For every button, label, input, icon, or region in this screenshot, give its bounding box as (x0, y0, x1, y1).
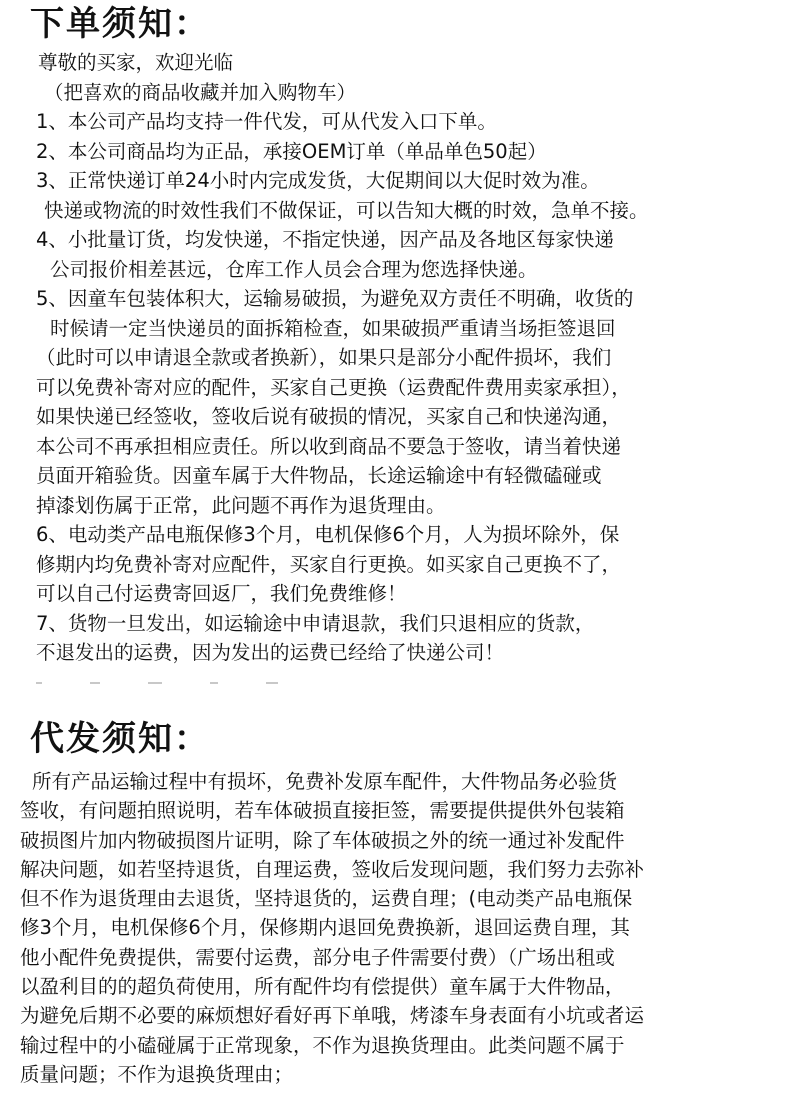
order-notice-line: （把喜欢的商品收藏并加入购物车） (44, 80, 357, 104)
order-notice-line: 可以自己付运费寄回返厂，我们免费维修！ (36, 582, 407, 605)
order-notice-line: 5、因童车包装体积大，运输易破损，为避免双方责任不明确，收货的 (36, 287, 634, 310)
dropship-notice-line: 所有产品运输过程中有损坏，免费补发原车配件，大件物品务必验货 (32, 770, 618, 793)
order-notice-line: 不退发出的运费，因为发出的运费已经给了快递公司！ (36, 641, 505, 664)
cropped-text-remnant (36, 682, 336, 692)
dropship-notice-line: 但不作为退货理由去退货，坚持退货的，运费自理；(电动类产品电瓶保 (20, 887, 633, 911)
order-notice-body (0, 48, 800, 668)
dropship-notice-heading: 代发须知： (30, 719, 210, 759)
order-notice-line: 7、货物一旦发出，如运输途中申请退款，我们只退相应的货款， (36, 611, 595, 635)
order-notice-line: 公司报价相差甚远，仓库工作人员会合理为您选择快递。 (50, 257, 538, 281)
dropship-notice-line: 破损图片加内物破损图片证明，除了车体破损之外的统一通过补发配件 (20, 828, 625, 852)
order-notice-line: 时候请一定当快递员的面拆箱检查，如果破损严重请当场拒签退回 (50, 316, 616, 340)
order-notice-line: 1、本公司产品均支持一件代发，可从代发入口下单。 (36, 110, 497, 133)
order-notice-line: 尊敬的买家，欢迎光临 (38, 51, 234, 74)
order-notice-line: 4、小批量订货，均发快递，不指定快递，因产品及各地区每家快递 (36, 228, 614, 251)
order-notice-line: 员面开箱验货。因童车属于大件物品，长途运输途中有轻微磕碰或 (36, 464, 602, 487)
order-notice-line: （此时可以申请退全款或者换新），如果只是部分小配件损坏，我们 (36, 346, 612, 369)
dropship-notice-line: 以盈利目的的超负荷使用，所有配件均有偿提供）童车属于大件物品， (20, 975, 625, 999)
order-notice-line: 修期内均免费补寄对应配件，买家自行更换。如买家自己更换不了， (36, 552, 622, 576)
order-notice-line: 掉漆划伤属于正常，此问题不再作为退货理由。 (36, 493, 446, 517)
dropship-notice-line: 质量问题；不作为退换货理由； (20, 1062, 294, 1086)
dropship-notice-line: 他小配件免费提供，需要付运费，部分电子件需要付费）（广场出租或 (20, 945, 615, 969)
order-notice-line: 可以免费补寄对应的配件，买家自己更换（运费配件费用卖家承担）， (36, 375, 631, 399)
dropship-notice-line: 签收，有问题拍照说明，若车体破损直接拒签，需要提供提供外包装箱 (20, 799, 625, 823)
dropship-notice-section (0, 705, 800, 1100)
order-notice-line: 3、正常快递订单24小时内完成发货，大促期间以大促时效为准。 (36, 169, 600, 192)
order-notice-line: 如果快递已经签收，签收后说有破损的情况，买家自己和快递沟通， (36, 405, 622, 428)
order-notice-line: 2、本公司商品均为正品，承接OEM订单（单品单色50起） (36, 139, 547, 163)
dropship-notice-body (0, 767, 800, 1089)
dropship-notice-line: 为避免后期不必要的麻烦想好看好再下单哦，烤漆车身表面有小坑或者运 (20, 1004, 645, 1028)
order-notice-line: 6、电动类产品电瓶保修3个月，电机保修6个月，人为损坏除外，保 (36, 523, 620, 546)
dropship-notice-line: 修3个月，电机保修6个月，保修期内退回免费换新，退回运费自理，其 (20, 916, 630, 940)
order-notice-line: 快递或物流的时效性我们不做保证，可以告知大概的时效，急单不接。 (44, 198, 649, 222)
order-notice-line: 本公司不再承担相应责任。所以收到商品不要急于签收，请当着快递 (36, 434, 622, 458)
dropship-notice-line: 输过程中的小磕碰属于正常现象，不作为退换货理由。此类问题不属于 (20, 1033, 625, 1057)
dropship-notice-line: 解决问题，如若坚持退货，自理运费，签收后发现问题，我们努力去弥补 (20, 857, 645, 881)
order-notice-heading: 下单须知： (30, 4, 210, 44)
